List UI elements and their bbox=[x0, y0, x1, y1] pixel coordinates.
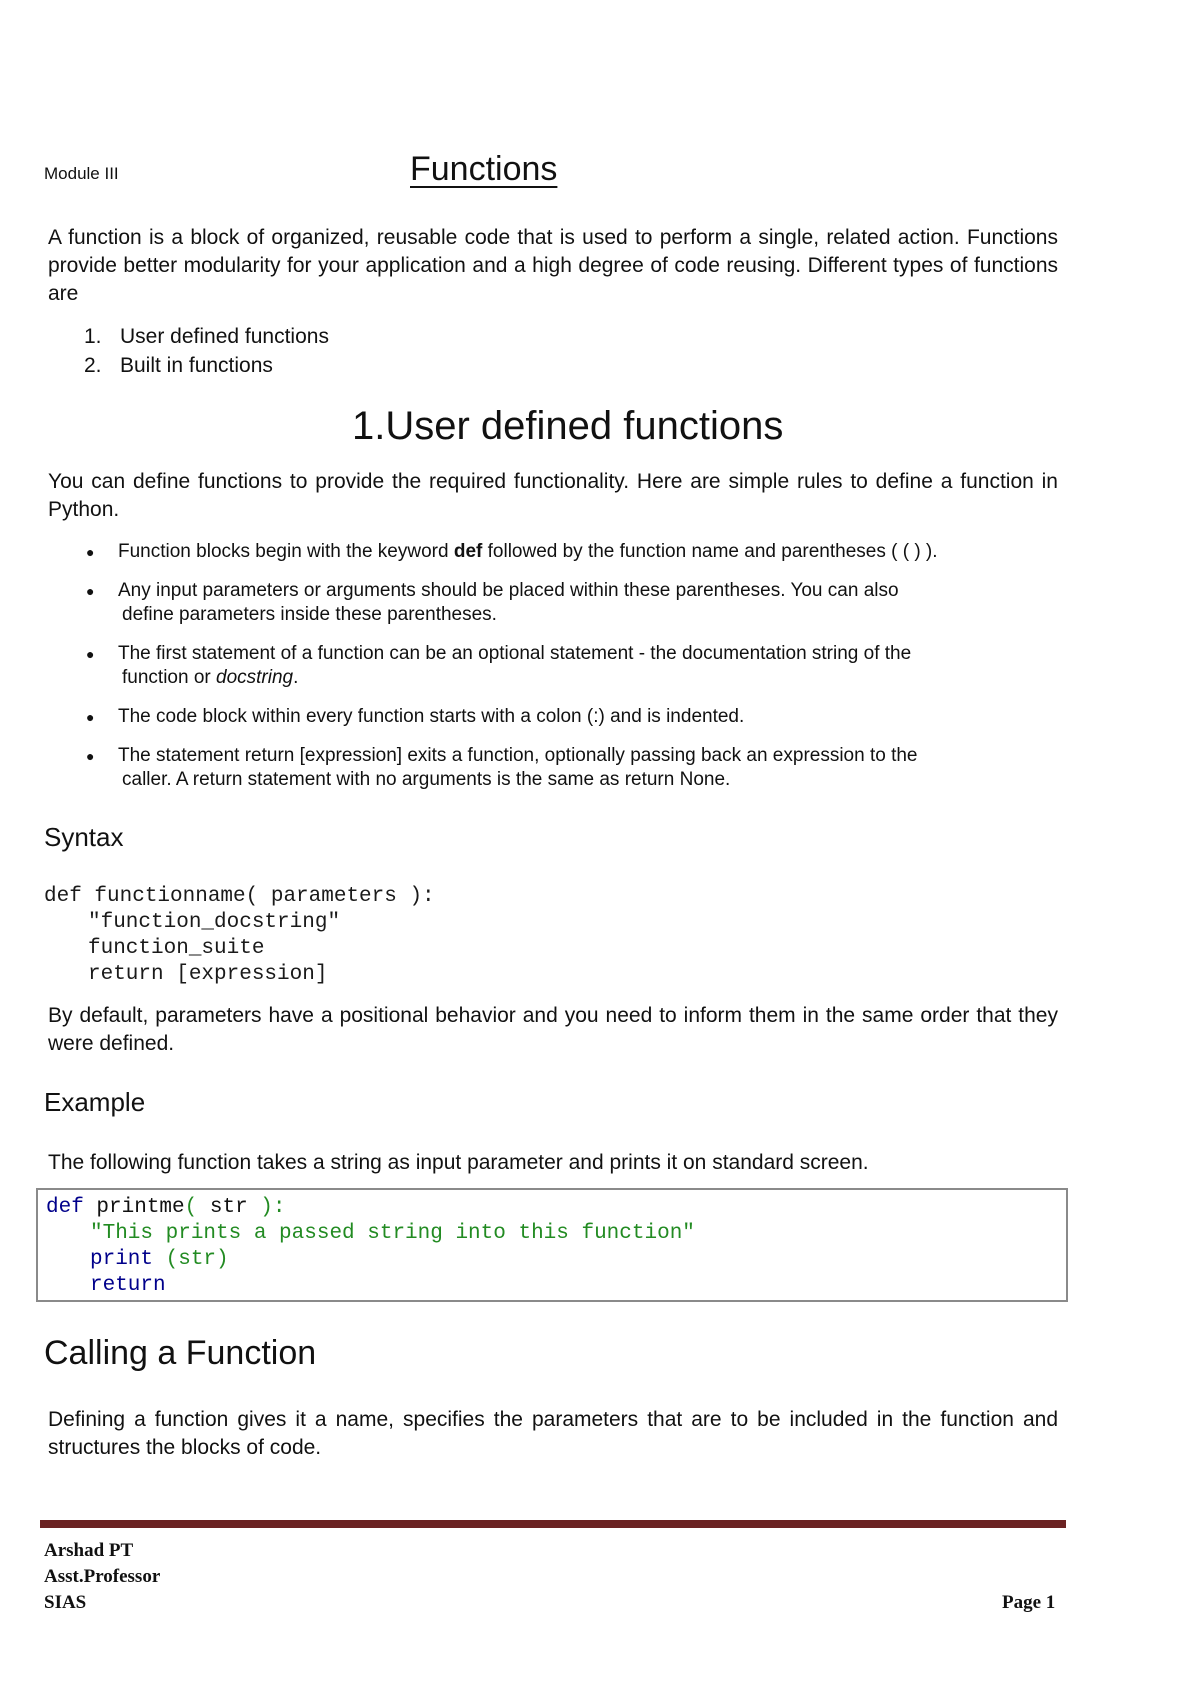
section-heading-user-defined: 1.User defined functions bbox=[352, 404, 784, 448]
bullet-icon: ● bbox=[86, 748, 95, 764]
example-heading: Example bbox=[44, 1087, 146, 1117]
bullet-icon: ● bbox=[86, 583, 95, 599]
example-code-block bbox=[36, 1188, 1068, 1302]
calling-paragraph: Defining a function gives it a name, specifies the parameters that are to be included in the function and structures the blocks of code. bbox=[48, 1408, 1058, 1459]
code-line: "This prints a passed string into this function" bbox=[90, 1222, 695, 1245]
list-label: Built in functions bbox=[120, 354, 273, 377]
bullet-icon: ● bbox=[86, 709, 95, 725]
list-item: ● Function blocks begin with the keyword def followed by the function name and parentheses ( ( ) ). bbox=[86, 541, 938, 562]
bullet-icon: ● bbox=[86, 544, 95, 560]
syntax-code-block bbox=[44, 884, 435, 988]
rules-intro-paragraph: You can define functions to provide the required functionality. Here are simple rules to define a function in Python. bbox=[48, 470, 1058, 521]
code-line: "function_docstring" bbox=[88, 911, 341, 934]
page-title: Functions bbox=[410, 150, 558, 188]
list-item bbox=[84, 322, 329, 351]
footer-author: Arshad PT bbox=[44, 1540, 134, 1561]
calling-heading: Calling a Function bbox=[44, 1334, 317, 1372]
footer-org: SIAS bbox=[44, 1592, 87, 1613]
function-types-list bbox=[84, 322, 329, 380]
code-line: function_suite bbox=[88, 937, 265, 960]
list-number: 2. bbox=[84, 354, 102, 377]
list-number: 1. bbox=[84, 325, 102, 348]
docstring-term: docstring bbox=[216, 667, 294, 688]
code-line: return [expression] bbox=[88, 963, 328, 986]
list-item: ● The statement return [expression] exits a function, optionally passing back an expression to the caller. A return statement with no arguments is the same as return None. bbox=[86, 745, 918, 790]
list-item: ● The first statement of a function can be an optional statement - the documentation string of the function or docstring. bbox=[86, 643, 912, 688]
footer-role: Asst.Professor bbox=[44, 1566, 161, 1587]
footer-divider bbox=[40, 1520, 1066, 1528]
bullet-icon: ● bbox=[86, 646, 95, 662]
intro-paragraph: A function is a block of organized, reusable code that is used to perform a single, related action. Functions provide better modularity for your application and a high degree of code reusing. Different types of functions are bbox=[48, 226, 1058, 305]
code-line: return bbox=[90, 1274, 166, 1297]
rules-list bbox=[86, 540, 1058, 807]
module-label: Module III bbox=[44, 164, 119, 183]
code-line: def printme( str ): bbox=[46, 1196, 286, 1219]
code-line: def functionname( parameters ): bbox=[44, 885, 435, 908]
page-number: Page 1 bbox=[1002, 1592, 1056, 1613]
syntax-heading: Syntax bbox=[44, 822, 124, 852]
code-line: print (str) bbox=[90, 1248, 229, 1271]
list-item: ● Any input parameters or arguments should be placed within these parentheses. You can also define parameters inside these parentheses. bbox=[86, 580, 899, 625]
list-item bbox=[84, 351, 329, 380]
list-label: User defined functions bbox=[120, 325, 329, 348]
keyword-def: def bbox=[453, 541, 483, 562]
default-params-paragraph: By default, parameters have a positional behavior and you need to inform them in the same order that they were defined. bbox=[48, 1004, 1058, 1055]
example-intro: The following function takes a string as input parameter and prints it on standard screen. bbox=[48, 1151, 869, 1174]
list-item: ● The code block within every function starts with a colon (:) and is indented. bbox=[86, 706, 745, 727]
